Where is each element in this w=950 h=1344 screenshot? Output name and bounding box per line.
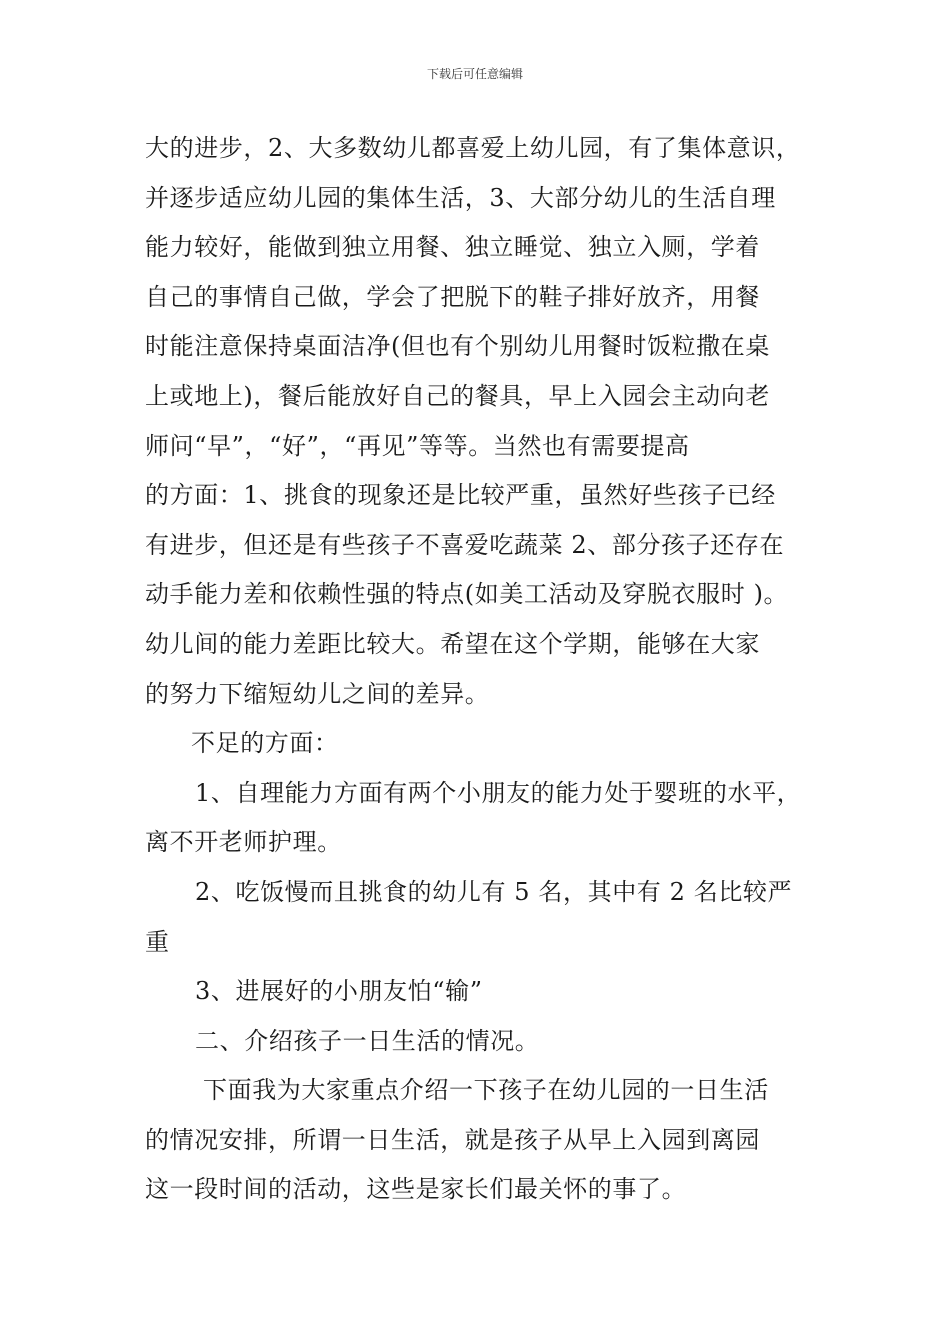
list-item-3: 3、进展好的小朋友怕“输” xyxy=(195,977,483,1006)
section-heading-daily-life: 二、介绍孩子一日生活的情况。 xyxy=(195,1026,540,1055)
body-line-7: 师问“早”，“好”，“再见”等等。当然也有需要提高 xyxy=(145,431,690,460)
list-item-2-continuation: 重 xyxy=(145,927,170,956)
body-line-2: 并逐步适应幼儿园的集体生活，3、大部分幼儿的生活自理 xyxy=(145,183,776,212)
paragraph-line-2: 的情况安排，所谓一日生活，就是孩子从早上入园到离园 xyxy=(145,1125,760,1154)
body-line-12: 的努力下缩短幼儿之间的差异。 xyxy=(145,679,490,708)
body-line-4: 自己的事情自己做，学会了把脱下的鞋子排好放齐，用餐 xyxy=(145,282,760,311)
body-line-5: 时能注意保持桌面洁净(但也有个别幼儿用餐时饭粒撒在桌 xyxy=(145,332,770,361)
section-heading-shortcomings: 不足的方面： xyxy=(191,729,339,758)
paragraph-line-3: 这一段时间的活动，这些是家长们最关怀的事了。 xyxy=(145,1175,687,1204)
body-line-11: 幼儿间的能力差距比较大。希望在这个学期，能够在大家 xyxy=(145,629,760,658)
body-line-6: 上或地上)，餐后能放好自己的餐具，早上入园会主动向老 xyxy=(145,381,770,410)
list-item-1: 1、自理能力方面有两个小朋友的能力处于婴班的水平， xyxy=(195,778,802,807)
body-line-8: 的方面：1、挑食的现象还是比较严重，虽然好些孩子已经 xyxy=(145,481,776,510)
document-body xyxy=(145,124,825,1215)
list-item-2: 2、吃饭慢而且挑食的幼儿有 5 名，其中有 2 名比较严 xyxy=(195,877,793,906)
body-line-10: 动手能力差和依赖性强的特点(如美工活动及穿脱衣服时 )。 xyxy=(145,580,789,609)
page-header: 下载后可任意编辑 xyxy=(426,67,523,81)
paragraph-line-1: 下面我为大家重点介绍一下孩子在幼儿园的一日生活 xyxy=(203,1076,769,1105)
list-item-1-continuation: 离不开老师护理。 xyxy=(145,828,342,857)
body-line-1: 大的进步，2、大多数幼儿都喜爱上幼儿园，有了集体意识， xyxy=(145,134,801,162)
body-line-9: 有进步，但还是有些孩子不喜爱吃蔬菜 2、部分孩子还存在 xyxy=(145,530,785,559)
body-line-3: 能力较好，能做到独立用餐、独立睡觉、独立入厕，学着 xyxy=(145,233,760,262)
